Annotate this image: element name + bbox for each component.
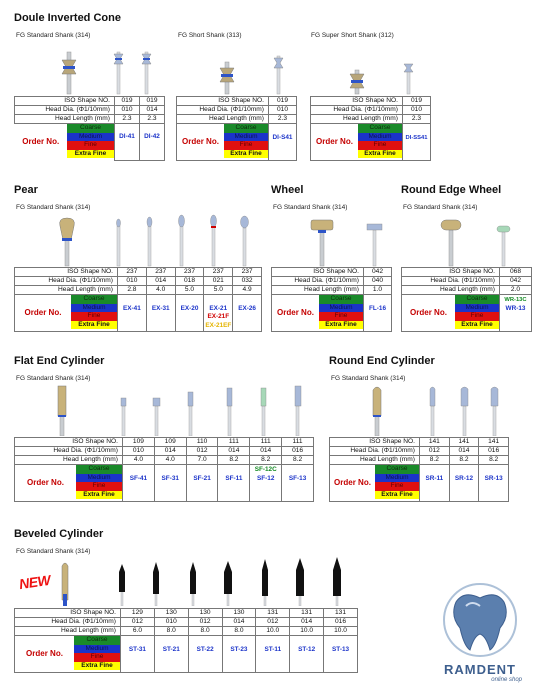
- order-code: SF-13: [288, 474, 307, 482]
- shank-label: FG Standard Shank (314): [403, 204, 478, 211]
- head-length-label: Head Length (mm): [330, 456, 420, 465]
- iso-value: 141: [449, 438, 479, 447]
- bur-image: [211, 215, 217, 266]
- bur-image: [62, 563, 68, 606]
- order-code: EX-26: [238, 304, 256, 312]
- grade-extra-fine: Extra Fine: [224, 150, 268, 159]
- bur-image: [241, 216, 249, 266]
- grade-fine: Fine: [358, 141, 402, 150]
- iso-value: 131: [290, 609, 324, 618]
- head-dia-value: 014: [154, 447, 186, 456]
- grade-fine: Fine: [67, 141, 114, 150]
- bur-image: [497, 226, 510, 266]
- spec-table: [14, 267, 262, 332]
- head-length-value: 7.0: [186, 456, 218, 465]
- bur-image: [153, 562, 159, 606]
- head-length-value: 2.3: [269, 115, 297, 124]
- iso-value: 109: [123, 438, 155, 447]
- grade-fine: Fine: [375, 482, 419, 491]
- head-dia-value: 040: [364, 277, 392, 286]
- order-code: SF-11: [225, 474, 243, 482]
- bur-image: [274, 56, 283, 94]
- order-code: SR-11: [425, 474, 444, 482]
- iso-value: 019: [403, 97, 431, 106]
- order-code: EX-21EF: [205, 321, 232, 329]
- iso-value: 068: [500, 268, 532, 277]
- head-dia-value: 014: [140, 106, 165, 115]
- head-dia-value: 012: [420, 447, 450, 456]
- spec-table: [14, 608, 358, 673]
- grade-extra-fine: Extra Fine: [76, 491, 122, 500]
- spec-table: [14, 96, 165, 161]
- grade-extra-fine: Extra Fine: [74, 662, 120, 671]
- iso-value: 131: [324, 609, 358, 618]
- head-length-label: Head Length (mm): [15, 627, 121, 636]
- bur-image: [142, 52, 151, 94]
- iso-value: 111: [218, 438, 250, 447]
- bur-image: [430, 387, 435, 436]
- order-code: ST-21: [162, 645, 180, 653]
- order-no-label: Order No.: [316, 137, 353, 146]
- head-length-label: Head Length (mm): [15, 456, 123, 465]
- iso-value: 130: [154, 609, 188, 618]
- grade-medium: Medium: [67, 133, 114, 142]
- iso-value: 131: [256, 609, 290, 618]
- order-code: EX-21: [209, 304, 228, 312]
- iso-value: 141: [420, 438, 450, 447]
- order-code: ST-13: [332, 645, 350, 653]
- head-length-label: Head Length (mm): [402, 286, 500, 295]
- head-length-value: 8.2: [250, 456, 282, 465]
- head-length-value: 4.0: [123, 456, 155, 465]
- head-length-value: 4.9: [233, 286, 262, 295]
- head-dia-value: 012: [256, 618, 290, 627]
- head-length-value: 4.0: [146, 286, 175, 295]
- head-length-label: Head Length (mm): [177, 115, 269, 124]
- head-length-value: 2.8: [118, 286, 147, 295]
- iso-value: 110: [186, 438, 218, 447]
- bur-image: [373, 387, 381, 436]
- grade-coarse: Coarse: [358, 124, 402, 133]
- head-dia-value: 010: [115, 106, 140, 115]
- grade-medium: Medium: [71, 304, 117, 313]
- bur-image: [296, 558, 304, 606]
- order-code: DI-S41: [272, 133, 293, 141]
- grade-fine: Fine: [74, 653, 120, 662]
- bur-image: [179, 215, 185, 266]
- grade-fine: Fine: [76, 482, 122, 491]
- head-dia-value: 014: [218, 447, 250, 456]
- order-code: ST-11: [264, 645, 282, 653]
- iso-label: ISO Shape NO.: [177, 97, 269, 106]
- head-dia-value: 010: [118, 277, 147, 286]
- grade-medium: Medium: [74, 645, 120, 654]
- head-length-value: 1.0: [364, 286, 392, 295]
- head-length-value: 4.0: [154, 456, 186, 465]
- order-no-label: Order No.: [334, 478, 371, 487]
- iso-label: ISO Shape NO.: [15, 268, 118, 277]
- shank-label: FG Standard Shank (314): [16, 204, 91, 211]
- iso-label: ISO Shape NO.: [311, 97, 403, 106]
- head-length-value: 10.0: [256, 627, 290, 636]
- bur-images-beveled: [0, 556, 440, 606]
- iso-value: 129: [121, 609, 155, 618]
- grade-fine: Fine: [455, 312, 499, 321]
- iso-value: 237: [146, 268, 175, 277]
- head-dia-value: 012: [121, 618, 155, 627]
- order-no-label: Order No.: [26, 649, 63, 658]
- bur-image: [261, 388, 266, 436]
- spec-table: [401, 267, 532, 332]
- bur-image: [404, 64, 413, 94]
- shank-label: FG Standard Shank (314): [16, 548, 91, 555]
- iso-label: ISO Shape NO.: [272, 268, 364, 277]
- bur-image: [311, 220, 333, 266]
- bur-image: [153, 398, 160, 436]
- section-title-wheel: Wheel: [271, 184, 304, 196]
- spec-table: [14, 437, 314, 502]
- bur-image: [147, 217, 152, 266]
- iso-label: ISO Shape NO.: [330, 438, 420, 447]
- order-code: SR-12: [454, 474, 474, 482]
- iso-value: 130: [222, 609, 256, 618]
- head-dia-value: 032: [233, 277, 262, 286]
- grade-coarse: Coarse: [455, 295, 499, 304]
- grade-fine: Fine: [319, 312, 363, 321]
- order-code: SF-41: [129, 474, 148, 482]
- order-code: SF-12C: [254, 466, 277, 473]
- head-length-value: 8.0: [154, 627, 188, 636]
- head-length-value: 6.0: [121, 627, 155, 636]
- head-dia-value: 010: [269, 106, 297, 115]
- head-length-label: Head Length (mm): [15, 115, 115, 124]
- bur-image: [121, 398, 126, 436]
- order-code: SF-31: [161, 474, 179, 482]
- bur-image: [262, 559, 268, 606]
- tooth-icon: [420, 580, 540, 658]
- head-dia-value: 018: [175, 277, 204, 286]
- order-no-label: Order No.: [410, 308, 447, 317]
- new-badge: NEW: [18, 571, 52, 593]
- head-length-value: 8.2: [420, 456, 450, 465]
- bur-image: [220, 62, 234, 94]
- head-dia-label: Head Dia. (Φ1/10mm): [15, 618, 121, 627]
- grade-coarse: Coarse: [74, 636, 120, 645]
- iso-value: 019: [269, 97, 297, 106]
- head-length-label: Head Length (mm): [15, 286, 118, 295]
- head-length-label: Head Length (mm): [272, 286, 364, 295]
- bur-image: [295, 386, 301, 436]
- head-length-value: 2.3: [115, 115, 140, 124]
- spec-table: [329, 437, 509, 502]
- bur-image: [491, 387, 498, 436]
- grade-extra-fine: Extra Fine: [71, 321, 117, 330]
- iso-label: ISO Shape NO.: [402, 268, 500, 277]
- bur-image: [188, 392, 193, 436]
- head-length-value: 2.3: [140, 115, 165, 124]
- order-code: SF-12: [257, 474, 275, 482]
- order-no-label: Order No.: [277, 308, 314, 317]
- grade-coarse: Coarse: [375, 465, 419, 474]
- bur-image: [441, 220, 461, 266]
- iso-value: 141: [479, 438, 509, 447]
- order-code: WR-13C: [504, 297, 527, 303]
- shank-label: FG Standard Shank (314): [331, 375, 406, 382]
- grade-extra-fine: Extra Fine: [358, 150, 402, 159]
- grade-coarse: Coarse: [71, 295, 117, 304]
- head-length-value: 10.0: [324, 627, 358, 636]
- order-code: WR-13: [505, 304, 526, 312]
- spec-table: [176, 96, 297, 161]
- head-dia-label: Head Dia. (Φ1/10mm): [15, 447, 123, 456]
- head-dia-value: 014: [146, 277, 175, 286]
- iso-value: 111: [250, 438, 282, 447]
- head-dia-label: Head Dia. (Φ1/10mm): [330, 447, 420, 456]
- head-dia-label: Head Dia. (Φ1/10mm): [177, 106, 269, 115]
- bur-images-pear: [0, 212, 546, 267]
- iso-value: 130: [188, 609, 222, 618]
- head-dia-label: Head Dia. (Φ1/10mm): [15, 106, 115, 115]
- bur-image: [367, 224, 382, 266]
- order-code: ST-23: [230, 645, 248, 653]
- order-code: DI-SS41: [405, 134, 428, 141]
- brand-logo: [420, 580, 540, 690]
- head-length-value: 5.0: [175, 286, 204, 295]
- bur-image: [62, 52, 76, 94]
- order-code: DI-42: [144, 133, 160, 141]
- bur-image: [58, 386, 66, 436]
- bur-image: [461, 387, 468, 436]
- bur-image: [333, 557, 341, 606]
- section-title-flat-end-cylinder: Flat End Cylinder: [14, 355, 105, 367]
- head-dia-value: 010: [403, 106, 431, 115]
- head-length-value: 2.0: [500, 286, 532, 295]
- iso-label: ISO Shape NO.: [15, 438, 123, 447]
- section-title-beveled-cylinder: Beveled Cylinder: [14, 528, 104, 540]
- head-length-value: 8.2: [479, 456, 509, 465]
- grade-fine: Fine: [71, 312, 117, 321]
- shank-label: FG Standard Shank (314): [16, 32, 91, 39]
- grade-coarse: Coarse: [319, 295, 363, 304]
- brand-tagline: online shop: [491, 677, 522, 683]
- grade-medium: Medium: [375, 474, 419, 483]
- bur-image: [60, 218, 75, 266]
- head-length-value: 8.0: [188, 627, 222, 636]
- order-no-label: Order No.: [182, 137, 219, 146]
- order-code: FL-16: [368, 304, 387, 312]
- order-code: EX-31: [151, 304, 170, 312]
- section-title-pear: Pear: [14, 184, 38, 196]
- bur-image: [117, 219, 121, 266]
- bur-image: [227, 388, 232, 436]
- grade-extra-fine: Extra Fine: [455, 321, 499, 330]
- head-length-label: Head Length (mm): [311, 115, 403, 124]
- bur-image: [114, 52, 123, 94]
- section-title-double-inverted-cone: Doule Inverted Cone: [14, 12, 121, 24]
- spec-table: [271, 267, 392, 332]
- head-dia-value: 014: [250, 447, 282, 456]
- order-code: DI-41: [119, 133, 135, 141]
- iso-label: ISO Shape NO.: [15, 609, 121, 618]
- spec-table: [310, 96, 431, 161]
- grade-coarse: Coarse: [76, 465, 122, 474]
- order-no-label: Order No.: [22, 137, 60, 146]
- grade-fine: Fine: [224, 141, 268, 150]
- head-dia-value: 016: [479, 447, 509, 456]
- head-dia-label: Head Dia. (Φ1/10mm): [272, 277, 364, 286]
- head-length-value: 10.0: [290, 627, 324, 636]
- head-dia-value: 014: [290, 618, 324, 627]
- head-dia-value: 042: [500, 277, 532, 286]
- grade-medium: Medium: [358, 133, 402, 142]
- head-length-value: 2.3: [403, 115, 431, 124]
- head-dia-value: 014: [222, 618, 256, 627]
- order-no-label: Order No.: [27, 478, 64, 487]
- brand-name: RAMDENT: [444, 662, 516, 677]
- head-dia-value: 010: [154, 618, 188, 627]
- grade-medium: Medium: [224, 133, 268, 142]
- iso-value: 019: [140, 97, 165, 106]
- grade-extra-fine: Extra Fine: [67, 150, 114, 159]
- head-dia-label: Head Dia. (Φ1/10mm): [311, 106, 403, 115]
- head-dia-value: 012: [188, 618, 222, 627]
- head-dia-label: Head Dia. (Φ1/10mm): [15, 277, 118, 286]
- bur-images-double-inverted-cone: [0, 40, 546, 95]
- head-dia-value: 021: [204, 277, 233, 286]
- iso-value: 019: [115, 97, 140, 106]
- head-length-value: 8.2: [218, 456, 250, 465]
- order-code: EX-41: [123, 304, 141, 312]
- head-dia-label: Head Dia. (Φ1/10mm): [402, 277, 500, 286]
- order-code: ST-12: [298, 645, 316, 653]
- bur-images-cylinders: [0, 380, 546, 436]
- iso-value: 111: [282, 438, 314, 447]
- iso-value: 237: [204, 268, 233, 277]
- head-length-value: 8.0: [222, 627, 256, 636]
- order-code: ST-31: [128, 645, 146, 653]
- order-no-label: Order No.: [24, 308, 62, 317]
- grade-coarse: Coarse: [224, 124, 268, 133]
- grade-extra-fine: Extra Fine: [319, 321, 363, 330]
- shank-label: FG Standard Shank (314): [16, 375, 91, 382]
- grade-medium: Medium: [76, 474, 122, 483]
- grade-coarse: Coarse: [67, 124, 114, 133]
- head-dia-value: 016: [282, 447, 314, 456]
- iso-value: 237: [233, 268, 262, 277]
- order-code: SF-21: [193, 474, 211, 482]
- iso-value: 042: [364, 268, 392, 277]
- order-code: EX-20: [180, 304, 199, 312]
- order-code: ST-22: [196, 645, 214, 653]
- bur-image: [350, 70, 364, 94]
- bur-image: [224, 561, 232, 606]
- order-code: EX-21F: [207, 313, 230, 320]
- iso-value: 237: [175, 268, 204, 277]
- section-title-round-edge-wheel: Round Edge Wheel: [401, 184, 502, 196]
- section-title-round-end-cylinder: Round End Cylinder: [329, 355, 435, 367]
- grade-medium: Medium: [455, 304, 499, 313]
- order-code: SR-13: [484, 474, 503, 482]
- grade-medium: Medium: [319, 304, 363, 313]
- grade-extra-fine: Extra Fine: [375, 491, 419, 500]
- shank-label: FG Super Short Shank (312): [311, 32, 394, 39]
- bur-image: [119, 564, 125, 606]
- bur-image: [190, 562, 196, 606]
- head-length-value: 8.2: [449, 456, 479, 465]
- iso-value: 109: [154, 438, 186, 447]
- iso-label: ISO Shape NO.: [15, 97, 115, 106]
- shank-label: FG Short Shank (313): [178, 32, 242, 39]
- head-length-value: 8.2: [282, 456, 314, 465]
- head-length-value: 5.0: [204, 286, 233, 295]
- head-dia-value: 012: [186, 447, 218, 456]
- head-dia-value: 010: [123, 447, 155, 456]
- iso-value: 237: [118, 268, 147, 277]
- head-dia-value: 016: [324, 618, 358, 627]
- shank-label: FG Standard Shank (314): [273, 204, 348, 211]
- head-dia-value: 014: [449, 447, 479, 456]
